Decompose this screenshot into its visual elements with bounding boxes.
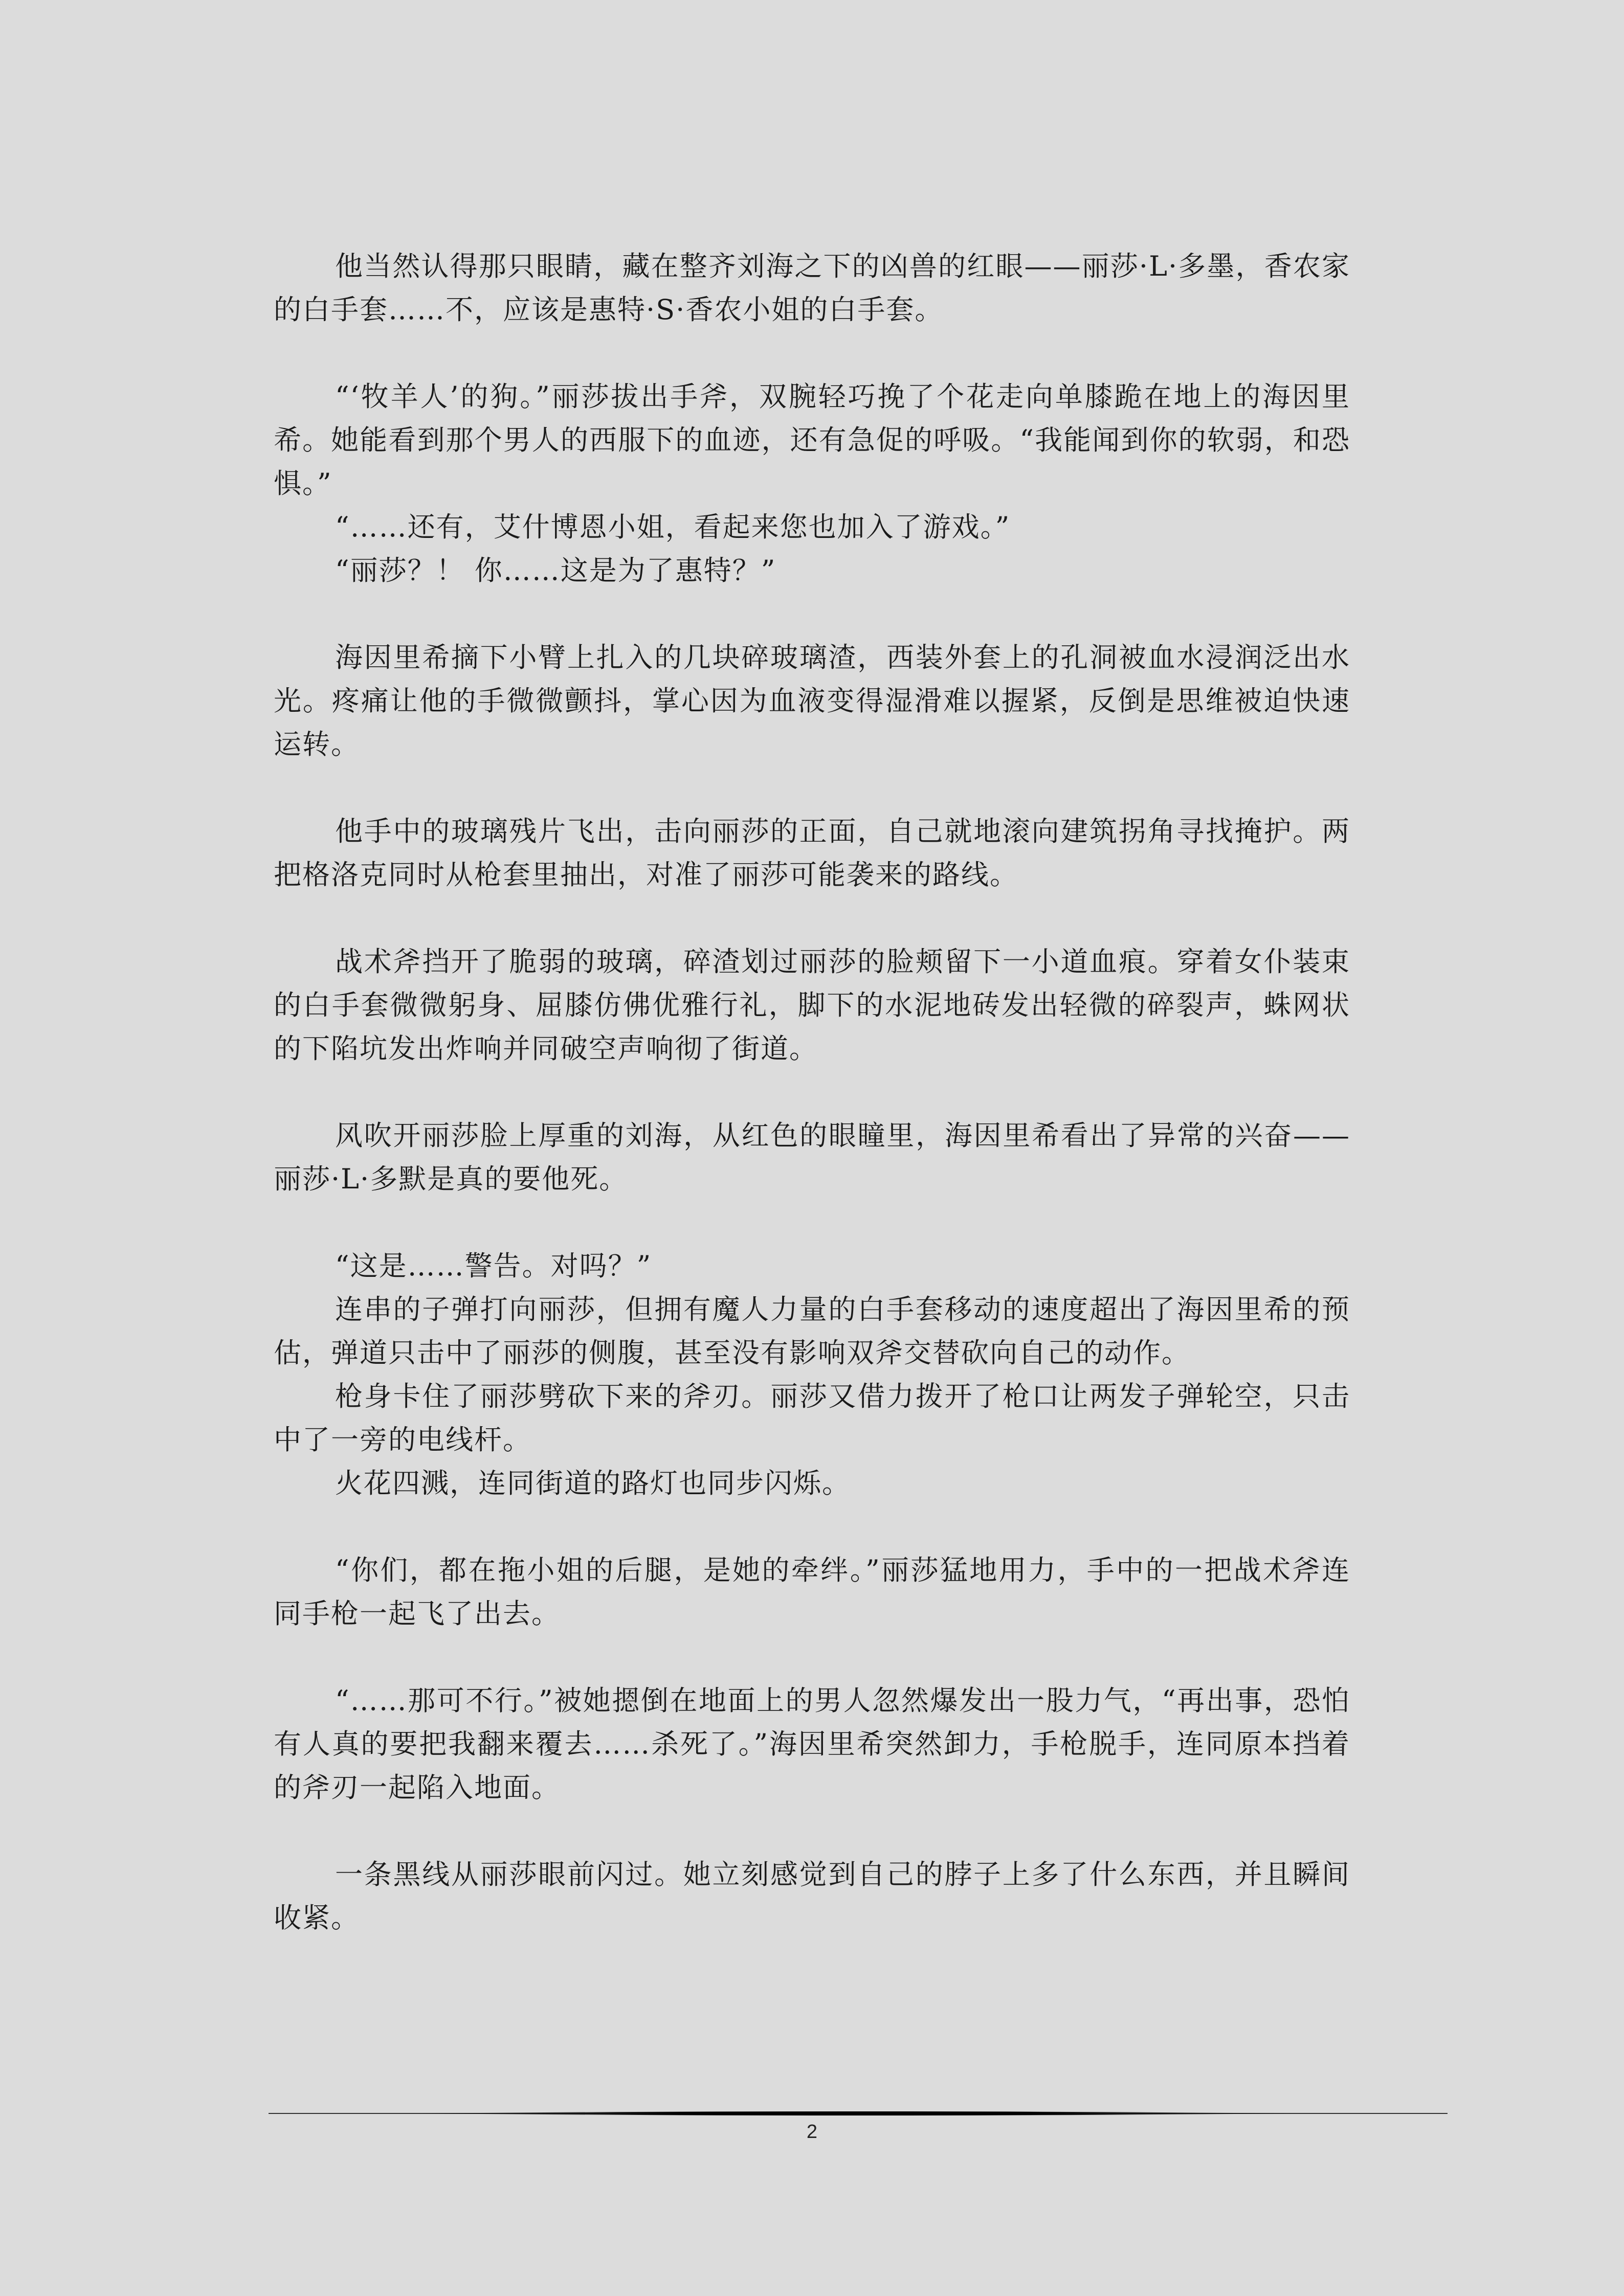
paragraph: “‘牧羊人’的狗。”丽莎拔出手斧，双腕轻巧挽了个花走向单膝跪在地上的海因里希。她能看到那个男人的西服下的血迹，还有急促的呼吸。“我能闻到你的软弱，和恐惧。” [274, 380, 1350, 500]
paragraph: “你们，都在拖小姐的后腿，是她的牵绊。”丽莎猛地用力，手中的一把战术斧连同手枪一起飞了出去。 [274, 1554, 1350, 1630]
paragraph: 他当然认得那只眼睛，藏在整齐刘海之下的凶兽的红眼——丽莎·L·多墨，香农家的白手套……不，应该是惠特·S·香农小姐的白手套。 [274, 250, 1350, 326]
paragraph-gap [274, 1635, 1350, 1679]
paragraph-gap [274, 331, 1350, 375]
paragraph: “……那可不行。”被她摁倒在地面上的男人忽然爆发出一股力气，“再出事，恐怕有人真的要把我翻来覆去……杀死了。”海因里希突然卸力，手枪脱手，连同原本挡着的斧刃一起陷入地面。 [274, 1684, 1350, 1804]
paragraph: 火花四溅，连同街道的路灯也同步闪烁。 [335, 1467, 851, 1499]
page-number: 2 [806, 2121, 818, 2143]
paragraph-gap [274, 1070, 1350, 1114]
paragraph-gap [274, 1809, 1350, 1853]
paragraph: 连串的子弹打向丽莎，但拥有魔人力量的白手套移动的速度超出了海因里希的预估，弹道只击中了丽莎的侧腹，甚至没有影响双斧交替砍向自己的动作。 [274, 1293, 1350, 1369]
body-text [274, 244, 1350, 1940]
paragraph: 海因里希摘下小臂上扎入的几块碎玻璃渣，西装外套上的孔洞被血水浸润泛出水光。疼痛让他的手微微颤抖，掌心因为血液变得湿滑难以握紧，反倒是思维被迫快速运转。 [274, 641, 1350, 760]
paragraph: 战术斧挡开了脆弱的玻璃，碎渣划过丽莎的脸颊留下一小道血痕。穿着女仆装束的白手套微微躬身、屈膝仿佛优雅行礼，脚下的水泥地砖发出轻微的碎裂声，蛛网状的下陷坑发出炸响并同破空声响彻了街道。 [274, 946, 1350, 1065]
paragraph: 他手中的玻璃残片飞出，击向丽莎的正面，自己就地滚向建筑拐角寻找掩护。两把格洛克同时从枪套里抽出，对准了丽莎可能袭来的路线。 [274, 815, 1350, 891]
paragraph: “这是……警告。对吗？” [335, 1250, 652, 1282]
paragraph-gap [274, 896, 1350, 940]
paragraph-gap [274, 766, 1350, 809]
paragraph: 风吹开丽莎脸上厚重的刘海，从红色的眼瞳里，海因里希看出了异常的兴奋——丽莎·L·多默是真的要他死。 [274, 1119, 1350, 1195]
footer-divider [269, 2110, 1448, 2117]
paragraph: 一条黑线从丽莎眼前闪过。她立刻感觉到自己的脖子上多了什么东西，并且瞬间收紧。 [274, 1858, 1350, 1934]
paragraph: “……还有，艾什博恩小姐，看起来您也加入了游戏。” [335, 511, 1011, 543]
paragraph-gap [274, 592, 1350, 636]
paragraph: 枪身卡住了丽莎劈砍下来的斧刃。丽莎又借力拨开了枪口让两发子弹轮空，只击中了一旁的电线杆。 [274, 1380, 1350, 1456]
paragraph-gap [274, 1505, 1350, 1548]
paragraph: “丽莎？！ 你……这是为了惠特？” [335, 554, 776, 587]
paragraph-gap [274, 1201, 1350, 1244]
